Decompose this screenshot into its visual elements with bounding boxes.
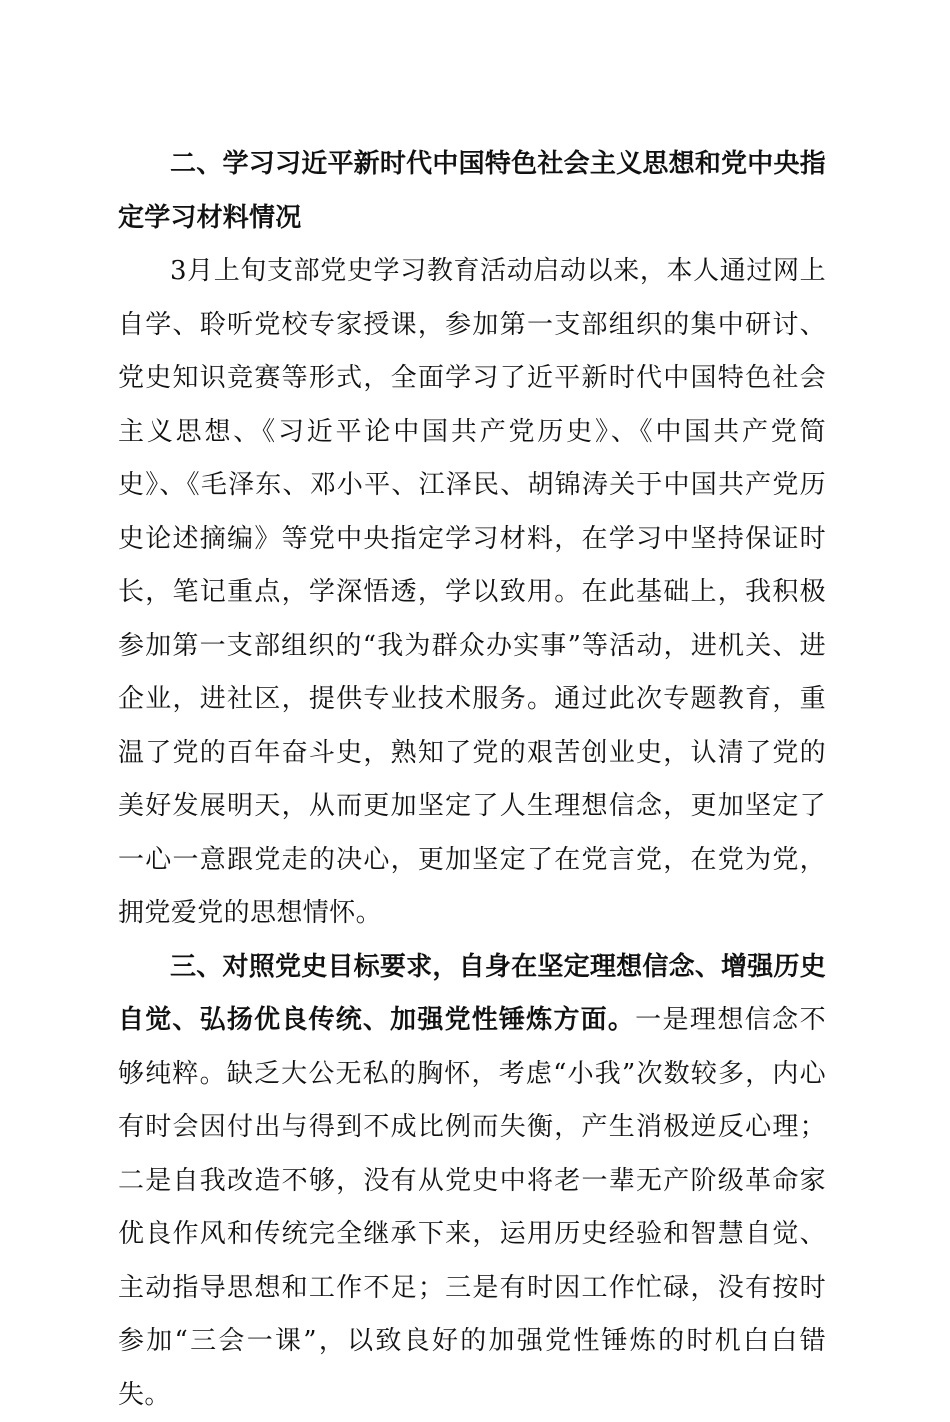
section-2-heading: 二、学习习近平新时代中国特色社会主义思想和党中央指定学习材料情况 <box>118 138 826 245</box>
section-2-paragraph: 3月上旬支部党史学习教育活动启动以来，本人通过网上自学、聆听党校专家授课，参加第一支部组织的集中研讨、党史知识竞赛等形式，全面学习了近平新时代中国特色社会主义思想、《习近平论中国共产党历史》、《中国共产党简史》、《毛泽东、邓小平、江泽民、胡锦涛关于中国共产党历史论述摘编》等党中央指定学习材料，在学习中坚持保证时长，笔记重点，学深悟透，学以致用。在此基础上，我积极参加第一支部组织的“我为群众办实事”等活动，进机关、进企业，进社区，提供专业技术服务。通过此次专题教育，重温了党的百年奋斗史，熟知了党的艰苦创业史，认清了党的美好发展明天，从而更加坚定了人生理想信念，更加坚定了一心一意跟党走的决心，更加坚定了在党言党，在党为党，拥党爱党的思想情怀。 <box>118 245 826 941</box>
document-body <box>118 138 826 1422</box>
section-3-heading: 三、对照党史目标要求，自身在坚定理想信念、增强历史自觉、弘扬优良传统、加强党性锤炼方面。 <box>118 952 826 1036</box>
section-3-body: 一是理想信念不够纯粹。缺乏大公无私的胸怀，考虑“小我”次数较多，内心有时会因付出与得到不成比例而失衡，产生消极逆反心理；二是自我改造不够，没有从党史中将老一辈无产阶级革命家优良作风和传统完全继承下来，运用历史经验和智慧自觉、主动指导思想和工作不足；三是有时因工作忙碌，没有按时参加“三会一课”，以致良好的加强党性锤炼的时机白白错失。 <box>118 1005 826 1410</box>
section-3-paragraph <box>118 941 826 1422</box>
